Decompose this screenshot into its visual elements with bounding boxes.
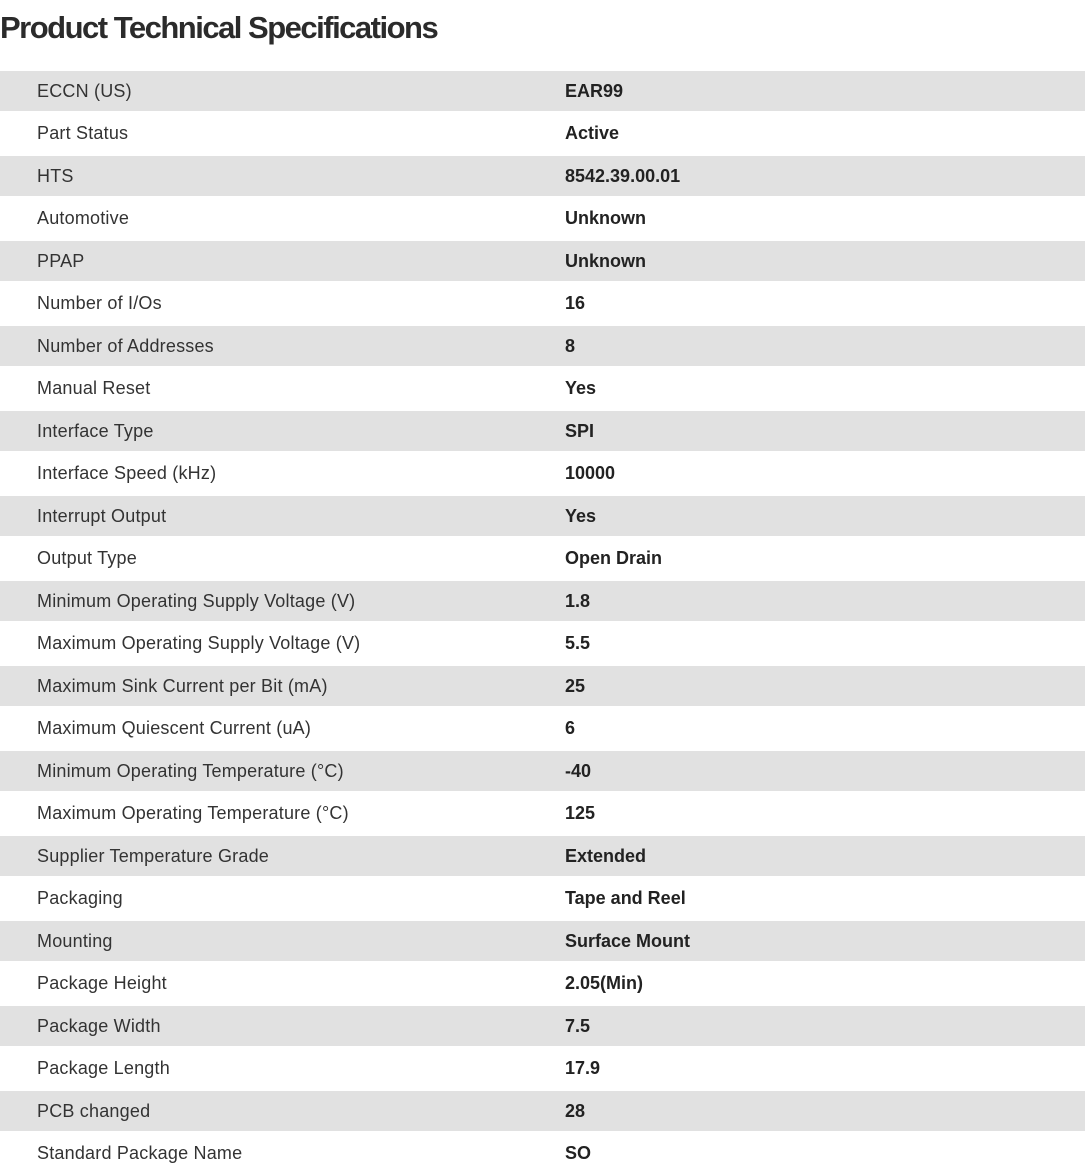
table-row	[0, 1046, 1085, 1091]
spec-label: Interrupt Output	[37, 505, 167, 526]
spec-label: Minimum Operating Temperature (°C)	[37, 760, 344, 781]
spec-value: 25	[565, 675, 586, 696]
spec-label: Maximum Sink Current per Bit (mA)	[37, 675, 328, 696]
spec-label: Manual Reset	[37, 378, 151, 398]
table-row	[0, 706, 1085, 751]
table-row	[0, 791, 1085, 836]
table-row	[0, 496, 1085, 536]
spec-label: Maximum Operating Supply Voltage (V)	[37, 633, 361, 653]
spec-value: Active	[565, 123, 620, 143]
spec-label: Minimum Operating Supply Voltage (V)	[37, 590, 356, 611]
spec-label: Interface Type	[37, 420, 154, 441]
spec-value: Yes	[565, 505, 597, 526]
spec-label: Package Length	[37, 1058, 170, 1078]
table-row	[0, 961, 1085, 1006]
table-row	[0, 621, 1085, 666]
spec-value: 8	[565, 335, 576, 356]
spec-label: PPAP	[37, 250, 85, 271]
table-row	[0, 581, 1085, 621]
spec-label: ECCN (US)	[37, 80, 132, 101]
table-row	[0, 241, 1085, 281]
spec-value: 6	[565, 718, 576, 738]
table-row	[0, 281, 1085, 326]
spec-label: PCB changed	[37, 1100, 151, 1121]
table-row	[0, 451, 1085, 496]
spec-label: Standard Package Name	[37, 1143, 243, 1163]
spec-value: 2.05(Min)	[565, 973, 644, 993]
spec-value: SO	[565, 1143, 592, 1163]
table-row	[0, 156, 1085, 196]
spec-value: 8542.39.00.01	[565, 165, 681, 186]
spec-label: Package Height	[37, 973, 167, 993]
spec-value: Tape and Reel	[565, 888, 686, 908]
spec-value: EAR99	[565, 80, 624, 101]
spec-value: -40	[565, 760, 592, 781]
table-row	[0, 111, 1085, 156]
spec-value: 16	[565, 293, 586, 313]
spec-value: Unknown	[565, 208, 646, 228]
spec-label: Package Width	[37, 1015, 161, 1036]
spec-label: HTS	[37, 165, 74, 186]
spec-label: Output Type	[37, 548, 137, 568]
spec-label: Maximum Operating Temperature (°C)	[37, 803, 349, 823]
spec-label: Packaging	[37, 888, 123, 908]
spec-value: SPI	[565, 420, 595, 441]
spec-label: Maximum Quiescent Current (uA)	[37, 718, 312, 738]
spec-value: Surface Mount	[565, 930, 691, 951]
spec-value: 7.5	[565, 1015, 591, 1036]
spec-value: 28	[565, 1100, 586, 1121]
spec-value: Yes	[565, 378, 597, 398]
table-row	[0, 1091, 1085, 1131]
spec-label: Number of Addresses	[37, 335, 214, 356]
spec-label: Number of I/Os	[37, 293, 162, 313]
table-row	[0, 751, 1085, 791]
table-row	[0, 666, 1085, 706]
table-row	[0, 921, 1085, 961]
spec-label: Automotive	[37, 208, 130, 228]
spec-label: Mounting	[37, 930, 113, 951]
spec-value: 10000	[565, 463, 616, 483]
table-row	[0, 71, 1085, 111]
table-row	[0, 196, 1085, 241]
spec-value: Open Drain	[565, 548, 663, 568]
spec-value: Unknown	[565, 250, 646, 271]
table-row	[0, 536, 1085, 581]
table-row	[0, 1131, 1085, 1176]
spec-label: Part Status	[37, 123, 129, 143]
spec-value: Extended	[565, 845, 647, 866]
spec-value: 17.9	[565, 1058, 601, 1078]
spec-label: Supplier Temperature Grade	[37, 845, 269, 866]
table-row	[0, 876, 1085, 921]
table-row	[0, 366, 1085, 411]
table-row	[0, 836, 1085, 876]
table-row	[0, 326, 1085, 366]
spec-value: 125	[565, 803, 596, 823]
spec-value: 1.8	[565, 590, 591, 611]
spec-table	[0, 71, 1085, 1176]
spec-label: Interface Speed (kHz)	[37, 463, 217, 483]
table-row	[0, 411, 1085, 451]
table-row	[0, 1006, 1085, 1046]
page-title: Product Technical Specifications	[0, 10, 438, 45]
spec-value: 5.5	[565, 633, 591, 653]
